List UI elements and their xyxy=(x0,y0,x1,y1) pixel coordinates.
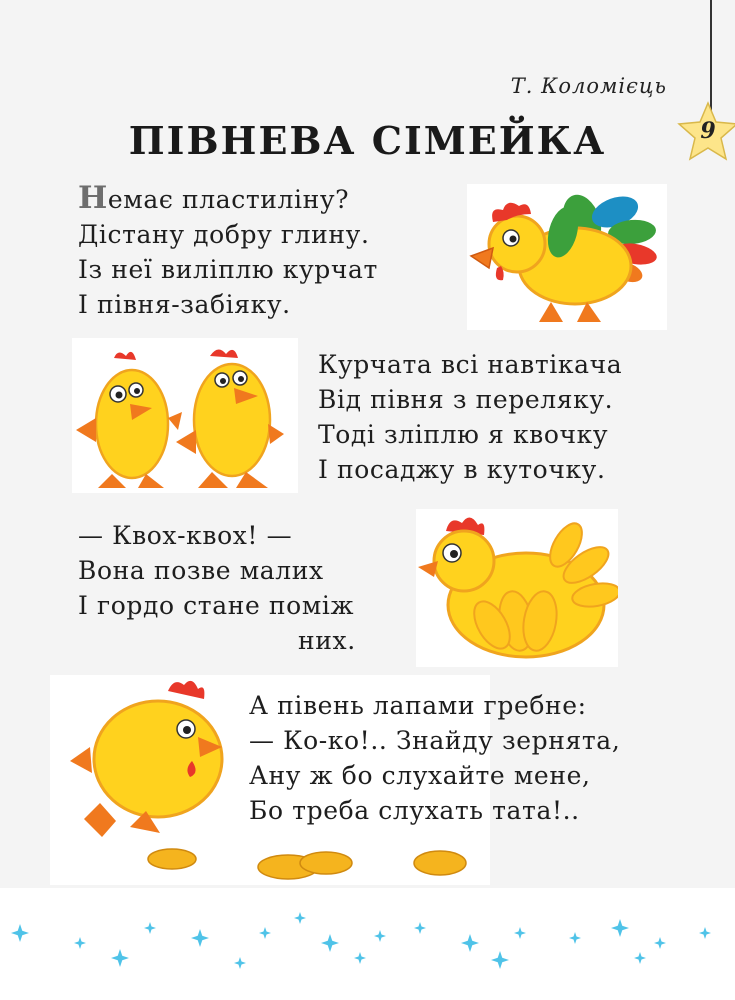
stanza-line: — Ко-ко!.. Знайду зернята, xyxy=(249,726,621,755)
sparkle-decoration xyxy=(0,888,735,1000)
stanza-2 xyxy=(318,347,622,487)
chicks-illustration xyxy=(72,338,298,493)
sparkle-icon xyxy=(111,949,129,967)
sparkle-icon xyxy=(654,937,666,949)
stanza-line: Бо треба слухать тата!.. xyxy=(249,796,580,825)
poem-title: ПІВНЕВА СІМЕЙКА xyxy=(128,118,607,163)
stanza-line: І посаджу в куточку. xyxy=(318,455,606,484)
drop-cap: Н xyxy=(78,180,108,216)
hen-illustration xyxy=(416,509,618,667)
sparkle-icon xyxy=(354,952,366,964)
stanza-line: Із неї виліплю курчат xyxy=(78,255,378,284)
sparkle-icon xyxy=(634,952,646,964)
stanza-line: Немає пластиліну? xyxy=(78,180,350,216)
sparkle-icon xyxy=(414,922,426,934)
author: Т. Коломієць xyxy=(510,74,667,98)
stanza-line: них. xyxy=(298,626,356,655)
sparkle-icon xyxy=(514,927,526,939)
rooster-illustration xyxy=(467,184,667,330)
sparkle-icon xyxy=(491,951,509,969)
sparkle-icon xyxy=(74,937,86,949)
sparkle-icon xyxy=(321,934,339,952)
sparkle-icon xyxy=(569,932,581,944)
stanza-line: І півня-забіяку. xyxy=(78,290,291,319)
sparkle-icon xyxy=(699,927,711,939)
sparkle-icon xyxy=(234,957,246,969)
sparkle-icon xyxy=(11,924,29,942)
stanza-line: Курчата всі навтікача xyxy=(318,350,623,379)
stanza-1 xyxy=(78,181,378,322)
sparkle-icon xyxy=(294,912,306,924)
sparkle-icon xyxy=(144,922,156,934)
sparkle-icon xyxy=(611,919,629,937)
stanza-line: Ану ж бо слухайте мене, xyxy=(249,761,591,790)
stanza-line: Тоді зліплю я квочку xyxy=(318,420,609,449)
stanza-line: Вона позве малих xyxy=(78,556,324,585)
page-number: 9 xyxy=(700,118,716,144)
stanza-3 xyxy=(78,518,356,658)
stanza-line: — Квох-квох! — xyxy=(78,521,293,550)
stanza-line: І гордо стане поміж xyxy=(78,591,355,620)
sparkle-icon xyxy=(461,934,479,952)
sparkle-icon xyxy=(191,929,209,947)
stanza-line: Від півня з переляку. xyxy=(318,385,614,414)
sparkle-icon xyxy=(259,927,271,939)
sparkle-icon xyxy=(374,930,386,942)
stanza-4 xyxy=(249,688,620,828)
stanza-line: Дістану добру глину. xyxy=(78,220,370,249)
stanza-line: А півень лапами гребне: xyxy=(249,691,587,720)
hanging-string xyxy=(710,0,712,112)
